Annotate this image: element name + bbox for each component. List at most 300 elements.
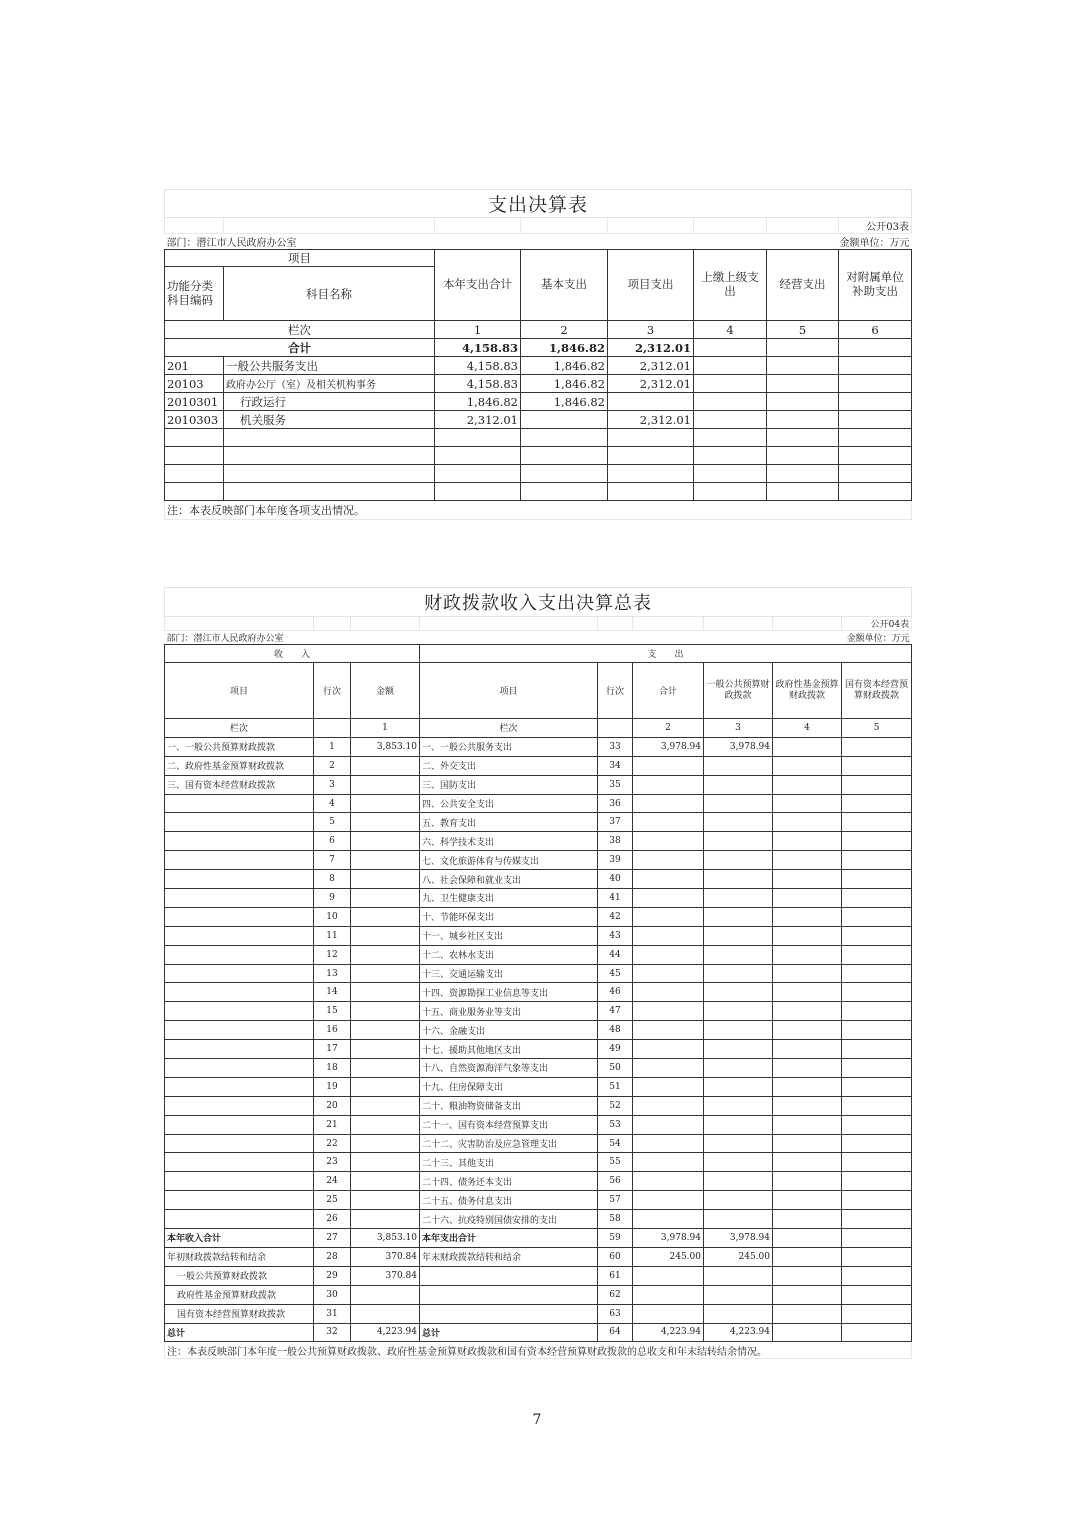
expense-item: 二十、粮油物资储备支出: [420, 1096, 598, 1115]
header-general: 一般公共预算财政拨款: [704, 663, 773, 719]
col-num: 4: [773, 719, 842, 738]
income-item: [165, 1210, 314, 1229]
expense-item: 五、教育支出: [420, 813, 598, 832]
col-num: 6: [839, 321, 912, 339]
income-item: 年初财政拨款结转和结余: [165, 1247, 314, 1266]
empty-row: [165, 447, 912, 465]
expense-total: 245.00: [633, 1247, 704, 1266]
header-state: 国有资本经营预算财政拨款: [842, 663, 912, 719]
income-item: 二、政府性基金预算财政拨款: [165, 756, 314, 775]
expense-item: 六、科学技术支出: [420, 832, 598, 851]
row-project: 2,312.01: [608, 357, 694, 375]
income-amount: 370.84: [351, 1266, 420, 1285]
income-item: [165, 794, 314, 813]
expense-item: [420, 1285, 598, 1304]
expense-general: 3,978.94: [704, 1229, 773, 1248]
income-item: [165, 1021, 314, 1040]
expense-total: [633, 1096, 704, 1115]
table-note: 注：本表反映部门本年度一般公共预算财政拨款、政府性基金预算财政拨款和国有资本经营预算财政拨款的总收支和年末结转结余情况。: [165, 1342, 912, 1359]
income-amount: 3,853.10: [351, 1229, 420, 1248]
empty-row: [165, 429, 912, 447]
expense-row-number: 44: [598, 945, 633, 964]
income-item: [165, 851, 314, 870]
income-amount: [351, 1172, 420, 1191]
table-row: [165, 851, 912, 870]
income-amount: [351, 964, 420, 983]
expense-total: [633, 1134, 704, 1153]
expense-item: 十三、交通运输支出: [420, 964, 598, 983]
expense-row-number: 37: [598, 813, 633, 832]
expense-row-number: 58: [598, 1210, 633, 1229]
row-name: 行政运行: [224, 393, 435, 411]
expense-row-number: 60: [598, 1247, 633, 1266]
expense-row-number: 34: [598, 756, 633, 775]
col-num: 5: [767, 321, 839, 339]
row-project: [608, 393, 694, 411]
expense-general: [704, 907, 773, 926]
income-amount: 4,223.94: [351, 1323, 420, 1342]
income-row-number: 15: [314, 1002, 351, 1021]
expense-row-number: 55: [598, 1153, 633, 1172]
header-subject-name: 科目名称: [224, 267, 435, 321]
row-name: 一般公共服务支出: [224, 357, 435, 375]
expense-row-number: 48: [598, 1021, 633, 1040]
header-amount: 金额: [351, 663, 420, 719]
table-row: [165, 1040, 912, 1059]
table-code: 公开04表: [842, 617, 912, 631]
expense-total: [633, 907, 704, 926]
header-upper: 上缴上级支出: [694, 250, 767, 321]
col-label: 栏次: [165, 321, 435, 339]
page-number: 7: [532, 1412, 542, 1428]
header-row: 行次: [314, 663, 351, 719]
income-amount: [351, 1191, 420, 1210]
expense-item: 二十一、国有资本经营预算支出: [420, 1115, 598, 1134]
expense-total: [633, 1210, 704, 1229]
income-amount: 3,853.10: [351, 737, 420, 756]
income-amount: [351, 813, 420, 832]
income-item: 本年收入合计: [165, 1229, 314, 1248]
expense-item: 十二、农林水支出: [420, 945, 598, 964]
income-item: [165, 926, 314, 945]
income-header: 收 入: [165, 645, 420, 663]
expense-item: [420, 1266, 598, 1285]
expense-row-number: 62: [598, 1285, 633, 1304]
expense-total: [633, 1304, 704, 1323]
expense-general: [704, 1285, 773, 1304]
expense-row-number: 64: [598, 1323, 633, 1342]
expense-row-number: 61: [598, 1266, 633, 1285]
row-project: 2,312.01: [608, 375, 694, 393]
row-name: 机关服务: [224, 411, 435, 429]
income-item: [165, 1002, 314, 1021]
expense-total: 3,978.94: [633, 1229, 704, 1248]
income-item: [165, 1172, 314, 1191]
header-total: 合计: [633, 663, 704, 719]
table-row: [165, 926, 912, 945]
expense-general: [704, 1153, 773, 1172]
income-row-number: 4: [314, 794, 351, 813]
income-amount: [351, 851, 420, 870]
expense-row-number: 41: [598, 889, 633, 908]
table-row: [165, 1304, 912, 1323]
income-row-number: 25: [314, 1191, 351, 1210]
col-num: 1: [435, 321, 521, 339]
expense-general: [704, 775, 773, 794]
expense-total: [633, 889, 704, 908]
income-row-number: 7: [314, 851, 351, 870]
income-row-number: 6: [314, 832, 351, 851]
table-row: [165, 870, 912, 889]
income-item: 总计: [165, 1323, 314, 1342]
fiscal-appropriation-table: [164, 587, 912, 1359]
header-item: 项目: [420, 663, 598, 719]
income-item: [165, 870, 314, 889]
income-row-number: 10: [314, 907, 351, 926]
income-item: [165, 1115, 314, 1134]
total-label: 合计: [165, 339, 435, 357]
expense-item: 十八、自然资源海洋气象等支出: [420, 1059, 598, 1078]
expense-general: [704, 1115, 773, 1134]
income-row-number: 31: [314, 1304, 351, 1323]
expense-total: [633, 794, 704, 813]
expense-item: 七、文化旅游体育与传媒支出: [420, 851, 598, 870]
expense-total: [633, 945, 704, 964]
expense-item: 十七、援助其他地区支出: [420, 1040, 598, 1059]
row-code: 20103: [165, 375, 224, 393]
expense-item: 二、外交支出: [420, 756, 598, 775]
row-total: 2,312.01: [435, 411, 521, 429]
income-row-number: 22: [314, 1134, 351, 1153]
expense-item: 十五、商业服务业等支出: [420, 1002, 598, 1021]
table-row: [165, 1077, 912, 1096]
expense-row-number: 35: [598, 775, 633, 794]
income-row-number: 28: [314, 1247, 351, 1266]
expense-total: [633, 964, 704, 983]
expense-general: [704, 794, 773, 813]
empty-row: [165, 465, 912, 483]
expense-row-number: 45: [598, 964, 633, 983]
expense-item: 十九、住房保障支出: [420, 1077, 598, 1096]
expense-item: 二十二、灾害防治及应急管理支出: [420, 1134, 598, 1153]
income-amount: [351, 1059, 420, 1078]
expense-item: 十四、资源勘探工业信息等支出: [420, 983, 598, 1002]
expense-total: [633, 1285, 704, 1304]
row-code: 2010303: [165, 411, 224, 429]
unit-label: 金额单位：万元: [773, 631, 912, 645]
expense-general: [704, 813, 773, 832]
expense-general: [704, 1266, 773, 1285]
expense-total: [633, 1077, 704, 1096]
expense-item: 八、社会保障和就业支出: [420, 870, 598, 889]
table-row: [165, 737, 912, 756]
table-row: [165, 1210, 912, 1229]
header-basic: 基本支出: [521, 250, 608, 321]
income-item: [165, 907, 314, 926]
expense-general: [704, 832, 773, 851]
expense-general: [704, 945, 773, 964]
expense-item: 三、国防支出: [420, 775, 598, 794]
col-num: 4: [694, 321, 767, 339]
header-fund: 政府性基金预算财政拨款: [773, 663, 842, 719]
table-row: [165, 1285, 912, 1304]
expense-row-number: 33: [598, 737, 633, 756]
income-amount: 370.84: [351, 1247, 420, 1266]
table-row: [165, 1059, 912, 1078]
income-amount: [351, 1153, 420, 1172]
expense-total: [633, 870, 704, 889]
header-total: 本年支出合计: [435, 250, 521, 321]
expense-item: 本年支出合计: [420, 1229, 598, 1248]
income-row-number: 5: [314, 813, 351, 832]
expense-total: [633, 1115, 704, 1134]
expense-item: 二十六、抗疫特别国债安排的支出: [420, 1210, 598, 1229]
income-item: 一般公共预算财政拨款: [165, 1266, 314, 1285]
expense-total: [633, 813, 704, 832]
table-row: [165, 1134, 912, 1153]
income-row-number: 18: [314, 1059, 351, 1078]
header-subsidy: 对附属单位补助支出: [839, 250, 912, 321]
expense-row-number: 57: [598, 1191, 633, 1210]
expense-header: 支 出: [420, 645, 912, 663]
unit-label: 金额单位：万元: [767, 234, 912, 250]
table-row: [165, 945, 912, 964]
row-basic: 1,846.82: [521, 393, 608, 411]
expense-general: [704, 889, 773, 908]
income-amount: [351, 1002, 420, 1021]
income-amount: [351, 756, 420, 775]
expense-total: [633, 832, 704, 851]
income-item: [165, 1059, 314, 1078]
income-row-number: 8: [314, 870, 351, 889]
income-row-number: 29: [314, 1266, 351, 1285]
expense-item: 九、卫生健康支出: [420, 889, 598, 908]
total-amount: 4,158.83: [435, 339, 521, 357]
table-row: [165, 964, 912, 983]
expense-row-number: 50: [598, 1059, 633, 1078]
income-row-number: 21: [314, 1115, 351, 1134]
expense-general: [704, 1077, 773, 1096]
income-row-number: 20: [314, 1096, 351, 1115]
expense-row-number: 36: [598, 794, 633, 813]
expense-general: [704, 1040, 773, 1059]
income-item: [165, 1153, 314, 1172]
income-item: [165, 1096, 314, 1115]
income-item: 国有资本经营预算财政拨款: [165, 1304, 314, 1323]
row-basic: [521, 411, 608, 429]
income-row-number: 14: [314, 983, 351, 1002]
expense-total: [633, 983, 704, 1002]
income-item: [165, 1040, 314, 1059]
income-item: [165, 889, 314, 908]
expense-general: [704, 926, 773, 945]
income-amount: [351, 1210, 420, 1229]
income-row-number: 30: [314, 1285, 351, 1304]
expense-general: [704, 1172, 773, 1191]
income-row-number: 1: [314, 737, 351, 756]
department-label: 部门：潜江市人民政府办公室: [165, 631, 420, 645]
income-item: 三、国有资本经营财政拨款: [165, 775, 314, 794]
table-row: [165, 889, 912, 908]
expense-total: [633, 1002, 704, 1021]
income-amount: [351, 1285, 420, 1304]
table-note: 注：本表反映部门本年度各项支出情况。: [165, 501, 912, 520]
expense-item: 年末财政拨款结转和结余: [420, 1247, 598, 1266]
table-row: [165, 375, 912, 393]
expense-item: 十、节能环保支出: [420, 907, 598, 926]
table-row: [165, 1021, 912, 1040]
income-amount: [351, 1077, 420, 1096]
expense-total: [633, 926, 704, 945]
row-total: 4,158.83: [435, 357, 521, 375]
income-item: 一、一般公共预算财政拨款: [165, 737, 314, 756]
header-func-code: 功能分类科目编码: [165, 267, 224, 321]
income-row-number: 3: [314, 775, 351, 794]
table-row: [165, 1247, 912, 1266]
expense-row-number: 53: [598, 1115, 633, 1134]
income-amount: [351, 889, 420, 908]
expense-general: [704, 1134, 773, 1153]
expense-total: [633, 1172, 704, 1191]
table-row: [165, 1153, 912, 1172]
income-amount: [351, 794, 420, 813]
expense-total: [633, 1153, 704, 1172]
table-row: [165, 794, 912, 813]
income-row-number: 11: [314, 926, 351, 945]
table-row: [165, 832, 912, 851]
header-row: 行次: [598, 663, 633, 719]
expense-item: 总计: [420, 1323, 598, 1342]
table-row: [165, 357, 912, 375]
expense-total: [633, 775, 704, 794]
header-project: 项目: [165, 250, 435, 267]
income-amount: [351, 1115, 420, 1134]
income-amount: [351, 1096, 420, 1115]
expense-row-number: 47: [598, 1002, 633, 1021]
expense-total: [633, 1021, 704, 1040]
col-num: 3: [704, 719, 773, 738]
row-code: 2010301: [165, 393, 224, 411]
expense-row-number: 40: [598, 870, 633, 889]
row-project: 2,312.01: [608, 411, 694, 429]
expense-row-number: 56: [598, 1172, 633, 1191]
table-row: [165, 1096, 912, 1115]
table-row: [165, 1002, 912, 1021]
income-row-number: 13: [314, 964, 351, 983]
income-amount: [351, 870, 420, 889]
income-item: 政府性基金预算财政拨款: [165, 1285, 314, 1304]
income-amount: [351, 945, 420, 964]
income-amount: [351, 907, 420, 926]
header-item: 项目: [165, 663, 314, 719]
income-item: [165, 1134, 314, 1153]
income-amount: [351, 983, 420, 1002]
income-row-number: 23: [314, 1153, 351, 1172]
department-label: 部门：潜江市人民政府办公室: [165, 234, 521, 250]
expense-row-number: 49: [598, 1040, 633, 1059]
expense-general: 245.00: [704, 1247, 773, 1266]
table-row: [165, 1266, 912, 1285]
expense-total: 3,978.94: [633, 737, 704, 756]
expense-general: [704, 1096, 773, 1115]
col-num: 2: [633, 719, 704, 738]
row-total: 4,158.83: [435, 375, 521, 393]
col-num: 1: [351, 719, 420, 738]
income-item: [165, 813, 314, 832]
income-item: [165, 832, 314, 851]
table-row: [165, 411, 912, 429]
income-row-number: 24: [314, 1172, 351, 1191]
expense-item: 二十四、债务还本支出: [420, 1172, 598, 1191]
total-basic: 1,846.82: [521, 339, 608, 357]
col-num: 5: [842, 719, 912, 738]
expense-total: [633, 756, 704, 775]
income-amount: [351, 1021, 420, 1040]
header-project-exp: 项目支出: [608, 250, 694, 321]
income-row-number: 2: [314, 756, 351, 775]
col-num: 3: [608, 321, 694, 339]
col-label: 栏次: [420, 719, 598, 738]
col-num: 2: [521, 321, 608, 339]
row-basic: 1,846.82: [521, 357, 608, 375]
empty-row: [165, 483, 912, 501]
expense-row-number: 43: [598, 926, 633, 945]
table-row: [165, 983, 912, 1002]
income-row-number: 32: [314, 1323, 351, 1342]
table-row: [165, 907, 912, 926]
table-row: [165, 1323, 912, 1342]
expense-general: [704, 964, 773, 983]
expense-general: [704, 1210, 773, 1229]
expense-general: [704, 1191, 773, 1210]
income-row-number: 27: [314, 1229, 351, 1248]
income-amount: [351, 832, 420, 851]
total-row: [165, 339, 912, 357]
expense-total: [633, 851, 704, 870]
income-item: [165, 983, 314, 1002]
expense-item: 二十三、其他支出: [420, 1153, 598, 1172]
table-row: [165, 813, 912, 832]
income-row-number: 12: [314, 945, 351, 964]
total-project: 2,312.01: [608, 339, 694, 357]
income-amount: [351, 926, 420, 945]
expense-general: [704, 983, 773, 1002]
expense-item: 四、公共安全支出: [420, 794, 598, 813]
expense-item: 十六、金融支出: [420, 1021, 598, 1040]
row-code: 201: [165, 357, 224, 375]
expense-item: [420, 1304, 598, 1323]
expense-total: 4,223.94: [633, 1323, 704, 1342]
table-row: [165, 393, 912, 411]
expense-total: [633, 1191, 704, 1210]
income-row-number: 16: [314, 1021, 351, 1040]
income-item: [165, 1191, 314, 1210]
expense-row-number: 51: [598, 1077, 633, 1096]
expense-item: 二十五、债务付息支出: [420, 1191, 598, 1210]
income-row-number: 9: [314, 889, 351, 908]
expense-general: [704, 1059, 773, 1078]
income-amount: [351, 1304, 420, 1323]
expense-row-number: 38: [598, 832, 633, 851]
expense-total: [633, 1059, 704, 1078]
expense-row-number: 42: [598, 907, 633, 926]
expense-item: 十一、城乡社区支出: [420, 926, 598, 945]
income-amount: [351, 1040, 420, 1059]
expense-row-number: 54: [598, 1134, 633, 1153]
expense-general: [704, 851, 773, 870]
expense-general: [704, 870, 773, 889]
expense-general: 3,978.94: [704, 737, 773, 756]
